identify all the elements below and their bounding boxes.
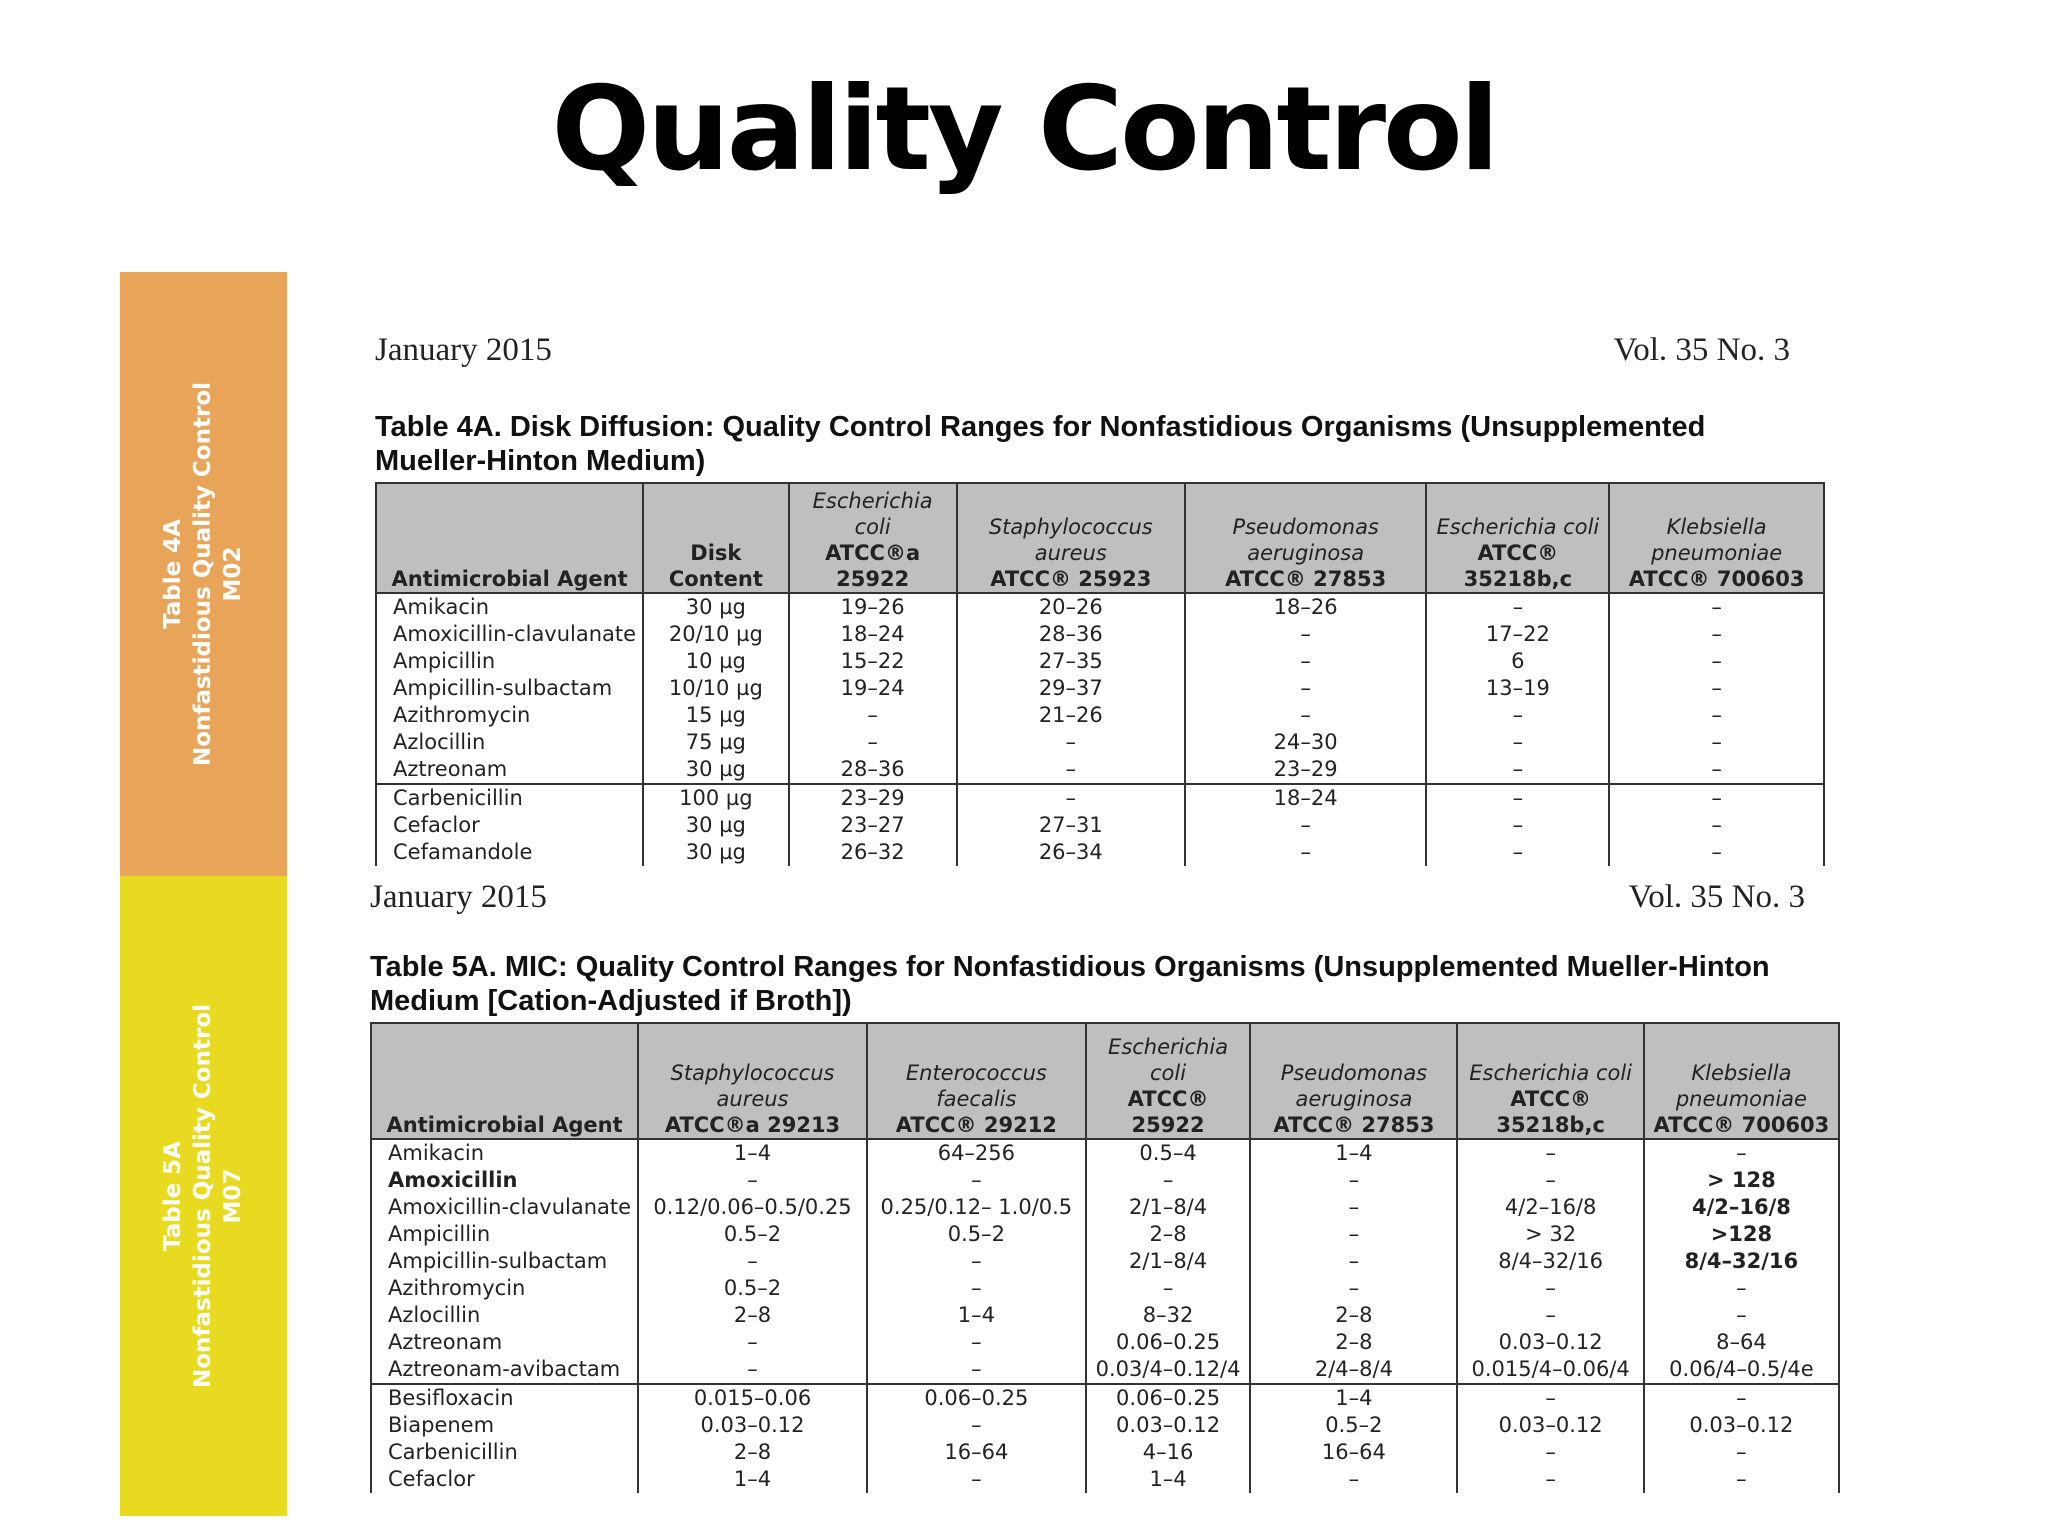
tab-label-line: M02 (220, 546, 247, 602)
column-header-label: Antimicrobial Agent (386, 1113, 623, 1137)
qc-range-cell: 4/2–16/8 (1457, 1194, 1643, 1221)
qc-range-cell: 24–30 (1185, 729, 1427, 756)
column-header (1250, 1023, 1457, 1139)
qc-range-cell: 1–4 (1086, 1466, 1251, 1493)
table-header-row (371, 1023, 1839, 1139)
table-row (376, 593, 1824, 621)
agent-name-cell: Aztreonam-avibactam (371, 1356, 638, 1384)
qc-range-cell: > 128 (1644, 1167, 1839, 1194)
qc-range-cell: 2/1–8/4 (1086, 1194, 1251, 1221)
qc-range-cell: – (1644, 1302, 1839, 1329)
qc-range-cell: – (867, 1275, 1086, 1302)
table-4a-panel (370, 322, 1830, 876)
qc-range-cell: 17–22 (1426, 621, 1609, 648)
column-header (1426, 483, 1609, 593)
table-row (371, 1275, 1839, 1302)
qc-range-cell: >128 (1644, 1221, 1839, 1248)
organism-name: Staphylococcus aureus (670, 1061, 835, 1111)
qc-range-cell: – (789, 729, 957, 756)
table-row (371, 1356, 1839, 1384)
atcc-strain: ATCC® 25923 (990, 567, 1152, 591)
column-header (1086, 1023, 1251, 1139)
qc-range-cell: 0.03–0.12 (1457, 1412, 1643, 1439)
qc-range-cell: 26–32 (789, 839, 957, 866)
table-row (376, 729, 1824, 756)
agent-name-cell: Amoxicillin-clavulanate (371, 1194, 638, 1221)
qc-range-cell: 2/4–8/4 (1250, 1356, 1457, 1384)
qc-range-cell: 2–8 (1086, 1221, 1251, 1248)
qc-range-cell: – (1185, 839, 1427, 866)
qc-range-cell: 28–36 (789, 756, 957, 784)
qc-range-cell: – (867, 1167, 1086, 1194)
agent-name-cell: Biapenem (371, 1412, 638, 1439)
agent-name-cell: Amikacin (371, 1139, 638, 1167)
journal-header (375, 332, 1790, 372)
qc-range-cell: 27–35 (957, 648, 1185, 675)
column-header (789, 483, 957, 593)
qc-range-cell: – (1086, 1167, 1251, 1194)
qc-range-cell: – (1250, 1248, 1457, 1275)
qc-range-cell: 23–27 (789, 812, 957, 839)
column-header (643, 483, 789, 593)
qc-range-cell: 2–8 (638, 1439, 867, 1466)
qc-range-cell: – (638, 1248, 867, 1275)
atcc-strain: ATCC® 27853 (1225, 567, 1387, 591)
qc-range-cell: 16–64 (1250, 1439, 1457, 1466)
qc-range-cell: – (1609, 839, 1824, 866)
column-header (376, 483, 643, 593)
agent-name-cell: Ampicillin-sulbactam (376, 675, 643, 702)
table-header-row (376, 483, 1824, 593)
organism-name: Escherichia coli (1108, 1035, 1229, 1085)
qc-range-cell: – (1609, 593, 1824, 621)
qc-range-cell: 15–22 (789, 648, 957, 675)
qc-table-5a (370, 1022, 1840, 1493)
qc-range-cell: 2–8 (1250, 1302, 1457, 1329)
qc-range-cell: 8/4–32/16 (1644, 1248, 1839, 1275)
qc-range-cell: 18–26 (1185, 593, 1427, 621)
qc-range-cell: – (1457, 1167, 1643, 1194)
qc-range-cell: – (1185, 648, 1427, 675)
qc-range-cell: 75 µg (643, 729, 789, 756)
qc-range-cell: > 32 (1457, 1221, 1643, 1248)
journal-date: January 2015 (375, 332, 552, 368)
qc-range-cell: – (789, 702, 957, 729)
qc-range-cell: 26–34 (957, 839, 1185, 866)
organism-name: Escherichia coli (1469, 1061, 1633, 1085)
qc-range-cell: – (1644, 1384, 1839, 1412)
table-5a-tab (120, 876, 287, 1516)
qc-range-cell: – (1609, 812, 1824, 839)
qc-range-cell: – (1250, 1167, 1457, 1194)
table-row (371, 1439, 1839, 1466)
qc-range-cell: 0.015–0.06 (638, 1384, 867, 1412)
qc-range-cell: 1–4 (638, 1466, 867, 1493)
qc-range-cell: 2/1–8/4 (1086, 1248, 1251, 1275)
tab-label-line: M07 (220, 1168, 247, 1224)
qc-range-cell: – (1457, 1384, 1643, 1412)
qc-range-cell: – (867, 1329, 1086, 1356)
journal-volume: Vol. 35 No. 3 (1613, 332, 1790, 368)
qc-range-cell: – (1185, 702, 1427, 729)
column-header (1609, 483, 1824, 593)
table-row (371, 1139, 1839, 1167)
qc-range-cell: – (1185, 675, 1427, 702)
table-row (376, 784, 1824, 812)
table-row (371, 1221, 1839, 1248)
atcc-strain: ATCC® 27853 (1273, 1113, 1435, 1137)
column-header (1185, 483, 1427, 593)
qc-range-cell: 8–64 (1644, 1329, 1839, 1356)
qc-range-cell: 1–4 (1250, 1384, 1457, 1412)
qc-range-cell: 2–8 (638, 1302, 867, 1329)
qc-range-cell: – (1609, 675, 1824, 702)
atcc-strain: ATCC®a 29213 (664, 1113, 841, 1137)
qc-range-cell: – (867, 1248, 1086, 1275)
qc-range-cell: 0.03–0.12 (1644, 1412, 1839, 1439)
qc-range-cell: 0.06–0.25 (867, 1384, 1086, 1412)
qc-range-cell: 10/10 µg (643, 675, 789, 702)
qc-range-cell: 29–37 (957, 675, 1185, 702)
qc-range-cell: – (957, 729, 1185, 756)
qc-range-cell: 23–29 (789, 784, 957, 812)
qc-range-cell: 1–4 (1250, 1139, 1457, 1167)
column-header (867, 1023, 1086, 1139)
qc-range-cell: 0.03–0.12 (1457, 1329, 1643, 1356)
qc-range-cell: – (1457, 1302, 1643, 1329)
organism-name: Pseudomonas aeruginosa (1280, 1061, 1428, 1111)
tab-label-line: Nonfastidious Quality Control (190, 381, 217, 767)
qc-range-cell: – (957, 784, 1185, 812)
qc-range-cell: – (1250, 1275, 1457, 1302)
qc-range-cell: – (1644, 1439, 1839, 1466)
qc-range-cell: 0.12/0.06–0.5/0.25 (638, 1194, 867, 1221)
agent-name-cell: Cefaclor (371, 1466, 638, 1493)
agent-name-cell: Aztreonam (376, 756, 643, 784)
qc-range-cell: – (1457, 1466, 1643, 1493)
journal-volume: Vol. 35 No. 3 (1628, 879, 1805, 915)
qc-range-cell: – (1185, 812, 1427, 839)
atcc-strain: ATCC® 35218b,c (1496, 1087, 1605, 1137)
atcc-strain: ATCC® 700603 (1628, 567, 1805, 591)
atcc-strain: ATCC®a 25922 (825, 541, 921, 591)
agent-name-cell: Carbenicillin (371, 1439, 638, 1466)
table-row (371, 1466, 1839, 1493)
qc-range-cell: – (1250, 1221, 1457, 1248)
qc-range-cell: 0.5–2 (1250, 1412, 1457, 1439)
column-header-label: Disk Content (668, 541, 763, 591)
organism-name: Escherichia coli (812, 489, 933, 539)
agent-name-cell: Azithromycin (371, 1275, 638, 1302)
qc-range-cell: – (1426, 756, 1609, 784)
qc-range-cell: 18–24 (789, 621, 957, 648)
qc-range-cell: 8–32 (1086, 1302, 1251, 1329)
table-row (376, 675, 1824, 702)
qc-range-cell: – (1426, 784, 1609, 812)
table-row (376, 648, 1824, 675)
qc-range-cell: 8/4–32/16 (1457, 1248, 1643, 1275)
qc-range-cell: – (1644, 1139, 1839, 1167)
agent-name-cell: Azlocillin (371, 1302, 638, 1329)
qc-range-cell: 28–36 (957, 621, 1185, 648)
qc-range-cell: 0.5–2 (638, 1275, 867, 1302)
agent-name-cell: Carbenicillin (376, 784, 643, 812)
qc-range-cell: – (1457, 1139, 1643, 1167)
qc-range-cell: – (1457, 1275, 1643, 1302)
table-row (371, 1167, 1839, 1194)
table-row (371, 1384, 1839, 1412)
qc-range-cell: – (1426, 729, 1609, 756)
qc-range-cell: 0.5–2 (638, 1221, 867, 1248)
table-5a-tab-label (159, 1004, 249, 1388)
journal-header (370, 879, 1805, 919)
qc-range-cell: – (1426, 812, 1609, 839)
qc-range-cell: 0.03–0.12 (638, 1412, 867, 1439)
page-title: Quality Control (551, 62, 1497, 197)
qc-range-cell: 4/2–16/8 (1644, 1194, 1839, 1221)
qc-range-cell: – (957, 756, 1185, 784)
table-title: Table 4A. Disk Diffusion: Quality Control Ranges for Nonfastidious Organisms (Unsupplemented Mueller-Hinton Medium) (375, 411, 1706, 477)
table-row (371, 1329, 1839, 1356)
qc-range-cell: – (1609, 621, 1824, 648)
organism-name: Pseudomonas aeruginosa (1232, 515, 1379, 565)
qc-range-cell: 13–19 (1426, 675, 1609, 702)
qc-range-cell: – (867, 1412, 1086, 1439)
qc-range-cell: 19–24 (789, 675, 957, 702)
table-row (371, 1194, 1839, 1221)
qc-range-cell: 0.5–2 (867, 1221, 1086, 1248)
agent-name-cell: Cefaclor (376, 812, 643, 839)
table-4a-tab-label (159, 382, 249, 766)
qc-range-cell: 0.03/4–0.12/4 (1086, 1356, 1251, 1384)
column-header (957, 483, 1185, 593)
qc-range-cell: 1–4 (867, 1302, 1086, 1329)
qc-range-cell: – (638, 1167, 867, 1194)
qc-range-cell: – (638, 1329, 867, 1356)
qc-range-cell: 10 µg (643, 648, 789, 675)
qc-range-cell: – (1426, 702, 1609, 729)
qc-range-cell: – (1426, 839, 1609, 866)
atcc-strain: ATCC® 700603 (1653, 1113, 1830, 1137)
table-4a-tab (120, 272, 287, 876)
qc-range-cell: 4–16 (1086, 1439, 1251, 1466)
table-5a-panel (365, 876, 1845, 1516)
column-header (1457, 1023, 1643, 1139)
qc-range-cell: 15 µg (643, 702, 789, 729)
agent-name-cell: Azlocillin (376, 729, 643, 756)
qc-range-cell: 30 µg (643, 593, 789, 621)
qc-range-cell: 0.06/4–0.5/4e (1644, 1356, 1839, 1384)
organism-name: Klebsiella pneumoniae (1675, 1061, 1807, 1111)
organism-name: Enterococcus faecalis (905, 1061, 1047, 1111)
journal-date: January 2015 (370, 879, 547, 915)
qc-range-cell: 27–31 (957, 812, 1185, 839)
qc-range-cell: – (1609, 756, 1824, 784)
qc-range-cell: 0.06–0.25 (1086, 1384, 1251, 1412)
table-row (376, 756, 1824, 784)
qc-range-cell: 19–26 (789, 593, 957, 621)
agent-name-cell: Amoxicillin (371, 1167, 638, 1194)
table-row (371, 1248, 1839, 1275)
qc-range-cell: – (1609, 784, 1824, 812)
column-header (638, 1023, 867, 1139)
table-row (371, 1302, 1839, 1329)
qc-range-cell: – (867, 1356, 1086, 1384)
qc-range-cell: 1–4 (638, 1139, 867, 1167)
qc-range-cell: 0.015/4–0.06/4 (1457, 1356, 1643, 1384)
qc-range-cell: 30 µg (643, 756, 789, 784)
qc-range-cell: – (1250, 1466, 1457, 1493)
table-row (371, 1412, 1839, 1439)
atcc-strain: ATCC® 25922 (1127, 1087, 1209, 1137)
tab-label-line: Table 5A (160, 1141, 187, 1252)
qc-range-cell: – (1609, 702, 1824, 729)
tab-label-line: Nonfastidious Quality Control (190, 1003, 217, 1389)
table-row (376, 702, 1824, 729)
organism-name: Klebsiella pneumoniae (1651, 515, 1783, 565)
qc-range-cell: – (1426, 593, 1609, 621)
qc-range-cell: 2–8 (1250, 1329, 1457, 1356)
table-row (376, 839, 1824, 866)
qc-range-cell: – (1086, 1275, 1251, 1302)
agent-name-cell: Azithromycin (376, 702, 643, 729)
organism-name: Escherichia coli (1436, 515, 1600, 539)
qc-range-cell: – (1644, 1466, 1839, 1493)
qc-range-cell: – (1185, 621, 1427, 648)
organism-name: Staphylococcus aureus (988, 515, 1153, 565)
qc-range-cell: – (1457, 1439, 1643, 1466)
agent-name-cell: Amoxicillin-clavulanate (376, 621, 643, 648)
agent-name-cell: Ampicillin (376, 648, 643, 675)
column-header (371, 1023, 638, 1139)
qc-range-cell: 0.06–0.25 (1086, 1329, 1251, 1356)
qc-range-cell: – (1609, 648, 1824, 675)
qc-range-cell: 18–24 (1185, 784, 1427, 812)
qc-range-cell: 23–29 (1185, 756, 1427, 784)
qc-range-cell: 30 µg (643, 839, 789, 866)
agent-name-cell: Ampicillin (371, 1221, 638, 1248)
agent-name-cell: Aztreonam (371, 1329, 638, 1356)
qc-range-cell: – (638, 1356, 867, 1384)
qc-range-cell: 20–26 (957, 593, 1185, 621)
qc-range-cell: 6 (1426, 648, 1609, 675)
agent-name-cell: Besifloxacin (371, 1384, 638, 1412)
qc-range-cell: 100 µg (643, 784, 789, 812)
column-header (1644, 1023, 1839, 1139)
qc-range-cell: 21–26 (957, 702, 1185, 729)
qc-range-cell: 64–256 (867, 1139, 1086, 1167)
qc-range-cell: 16–64 (867, 1439, 1086, 1466)
agent-name-cell: Ampicillin-sulbactam (371, 1248, 638, 1275)
qc-range-cell: 30 µg (643, 812, 789, 839)
table-row (376, 812, 1824, 839)
tab-label-line: Table 4A (160, 519, 187, 630)
table-title: Table 5A. MIC: Quality Control Ranges for Nonfastidious Organisms (Unsupplemented Mueller-Hinton Medium [Cation-Adjusted if Broth]) (370, 951, 1770, 1017)
qc-range-cell: – (1250, 1194, 1457, 1221)
atcc-strain: ATCC® 29212 (895, 1113, 1057, 1137)
qc-range-cell: – (1609, 729, 1824, 756)
qc-range-cell: 0.25/0.12– 1.0/0.5 (867, 1194, 1086, 1221)
atcc-strain: ATCC® 35218b,c (1463, 541, 1573, 591)
qc-range-cell: – (867, 1466, 1086, 1493)
qc-range-cell: 20/10 µg (643, 621, 789, 648)
agent-name-cell: Cefamandole (376, 839, 643, 866)
column-header-label: Antimicrobial Agent (391, 567, 628, 591)
qc-range-cell: – (1644, 1275, 1839, 1302)
table-row (376, 621, 1824, 648)
qc-table-4a (375, 482, 1825, 866)
qc-range-cell: 0.03–0.12 (1086, 1412, 1251, 1439)
agent-name-cell: Amikacin (376, 593, 643, 621)
qc-range-cell: 0.5–4 (1086, 1139, 1251, 1167)
